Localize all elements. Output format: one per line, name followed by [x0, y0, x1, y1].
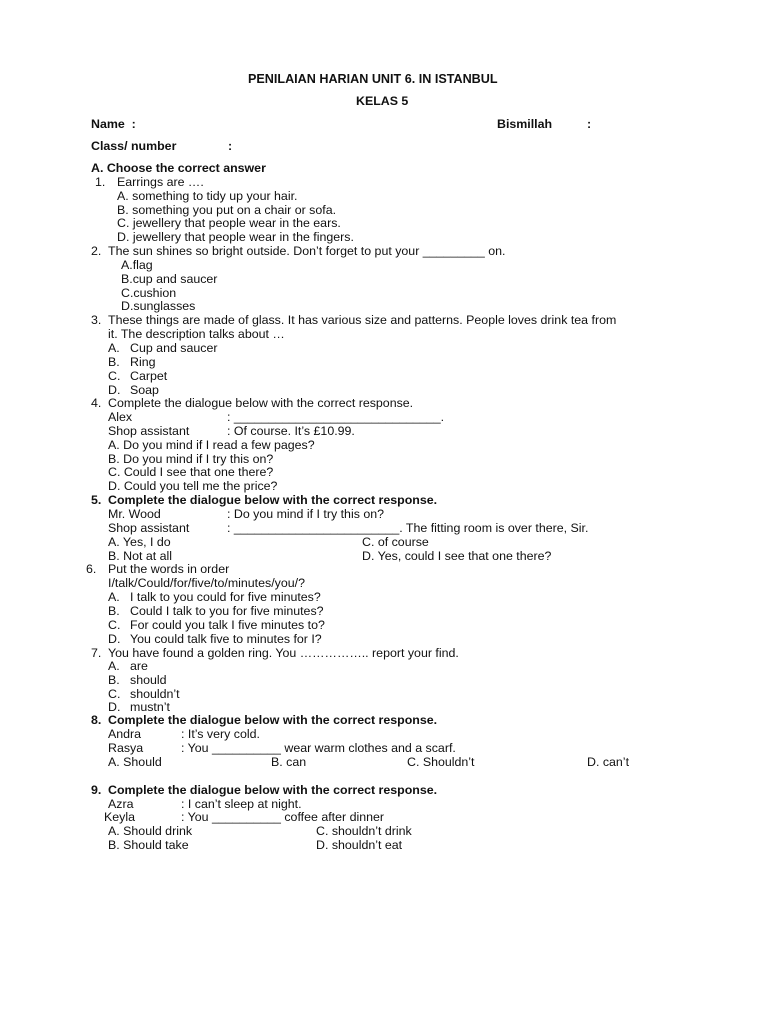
dialogue-line: : I can’t sleep at night. [181, 797, 302, 811]
dialogue-speaker: Shop assistant [108, 521, 190, 535]
answer-option: A. Should [108, 755, 162, 769]
option-letter: C. [108, 687, 121, 701]
question-number: 6. [86, 562, 97, 576]
answer-option: Soap [130, 383, 159, 397]
question-text: Complete the dialogue below with the correct response. [108, 713, 438, 727]
bismillah-label: Bismillah [497, 117, 553, 131]
answer-option: I talk to you could for five minutes? [130, 590, 321, 604]
answer-option: C.cushion [121, 286, 177, 300]
answer-option: A. Yes, I do [108, 535, 171, 549]
class-level: KELAS 5 [356, 94, 409, 108]
question-number: 8. [91, 713, 102, 727]
answer-option: B.cup and saucer [121, 272, 218, 286]
answer-option: Could I talk to you for five minutes? [130, 604, 324, 618]
answer-option: B. something you put on a chair or sofa. [117, 203, 337, 217]
question-number: 2. [91, 244, 102, 258]
dialogue-speaker: Azra [108, 797, 134, 811]
answer-option: D.sunglasses [121, 299, 196, 313]
answer-option: mustn’t [130, 700, 170, 714]
answer-option: A.flag [121, 258, 153, 272]
dialogue-speaker: Keyla [104, 810, 135, 824]
answer-option: D. shouldn’t eat [316, 838, 403, 852]
dialogue-speaker: Mr. Wood [108, 507, 161, 521]
dialogue-line: : It’s very cold. [181, 727, 260, 741]
question-text: Complete the dialogue below with the correct response. [108, 396, 414, 410]
scrambled-words: I/talk/Could/for/five/to/minutes/you/? [108, 576, 305, 590]
answer-option: are [130, 659, 148, 673]
dialogue-line: : Of course. It’s £10.99. [227, 424, 355, 438]
dialogue-speaker: Andra [108, 727, 142, 741]
question-text: Complete the dialogue below with the correct response. [108, 493, 438, 507]
answer-option: D. Yes, could I see that one there? [362, 549, 552, 563]
dialogue-line: : ________________________. The fitting room is over there, Sir. [227, 521, 589, 535]
answer-option: B. can [271, 755, 307, 769]
section-a-heading: A. Choose the correct answer [91, 161, 266, 175]
answer-option: should [130, 673, 167, 687]
answer-option: A. something to tidy up your hair. [117, 189, 298, 203]
answer-option: Ring [130, 355, 156, 369]
dialogue-speaker: Shop assistant [108, 424, 190, 438]
page-title: PENILAIAN HARIAN UNIT 6. IN ISTANBUL [248, 72, 498, 86]
answer-option: B. Not at all [108, 549, 173, 563]
question-number: 7. [91, 646, 102, 660]
option-letter: A. [108, 341, 120, 355]
question-number: 9. [91, 783, 102, 797]
option-letter: C. [108, 369, 121, 383]
question-text: These things are made of glass. It has various size and patterns. People loves drink tea from [108, 313, 617, 327]
question-number: 4. [91, 396, 102, 410]
dialogue-line: : Do you mind if I try this on? [227, 507, 385, 521]
option-letter: D. [108, 700, 121, 714]
dialogue-line: : You __________ coffee after dinner [181, 810, 385, 824]
answer-option: A. Do you mind if I read a few pages? [108, 438, 315, 452]
option-letter: B. [108, 604, 120, 618]
dialogue-speaker: Rasya [108, 741, 144, 755]
answer-option: A. Should drink [108, 824, 193, 838]
option-letter: A. [108, 590, 120, 604]
question-number: 1. [95, 175, 106, 189]
answer-option: D. Could you tell me the price? [108, 479, 278, 493]
question-text: The sun shines so bright outside. Don’t forget to put your _________ on. [108, 244, 506, 258]
dialogue-speaker: Alex [108, 410, 133, 424]
question-text: it. The description talks about … [108, 327, 285, 341]
answer-option: You could talk five to minutes for I? [130, 632, 322, 646]
answer-option: D. can’t [587, 755, 630, 769]
answer-option: Carpet [130, 369, 168, 383]
question-text: Complete the dialogue below with the correct response. [108, 783, 438, 797]
question-number: 5. [91, 493, 102, 507]
answer-option: For could you talk I five minutes to? [130, 618, 325, 632]
option-letter: D. [108, 383, 121, 397]
answer-option: C. of course [362, 535, 429, 549]
answer-option: C. Shouldn’t [407, 755, 475, 769]
question-text: Put the words in order [108, 562, 230, 576]
dialogue-line: : ______________________________. [227, 410, 445, 424]
answer-option: D. jewellery that people wear in the fingers. [117, 230, 354, 244]
question-text: Earrings are …. [117, 175, 204, 189]
answer-option: C. Could I see that one there? [108, 465, 274, 479]
question-number: 3. [91, 313, 102, 327]
answer-option: B. Do you mind if I try this on? [108, 452, 274, 466]
answer-option: B. Should take [108, 838, 189, 852]
class-number-label: Class/ number [91, 139, 177, 153]
answer-option: shouldn’t [130, 687, 180, 701]
question-text: You have found a golden ring. You …………….. report your find. [108, 646, 459, 660]
option-letter: D. [108, 632, 121, 646]
name-label: Name : [91, 117, 136, 131]
bismillah-colon: : [587, 117, 592, 131]
option-letter: B. [108, 355, 120, 369]
answer-option: Cup and saucer [130, 341, 218, 355]
answer-option: C. jewellery that people wear in the ears. [117, 216, 341, 230]
option-letter: B. [108, 673, 120, 687]
class-number-colon: : [228, 139, 233, 153]
option-letter: A. [108, 659, 120, 673]
answer-option: C. shouldn’t drink [316, 824, 412, 838]
dialogue-line: : You __________ wear warm clothes and a scarf. [181, 741, 456, 755]
option-letter: C. [108, 618, 121, 632]
